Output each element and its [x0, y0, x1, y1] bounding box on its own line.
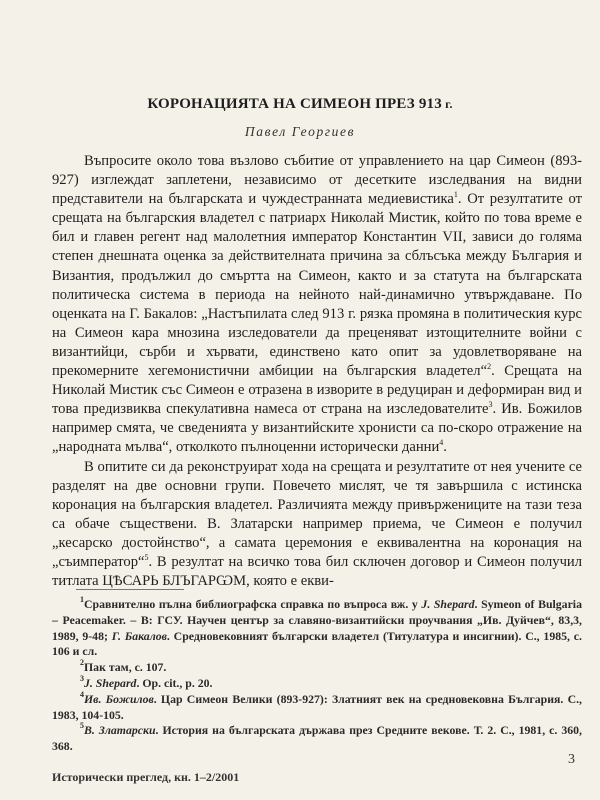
paragraph-1: Въпросите около това възлово събитие от управлението на цар Симеон (893-927) изглеждат заплетени, независимо от десетките изследвания на видни представители на българската и чуждестранната медиевистика$^1$. От резултатите от срещата на българския владетел с патриарх Николай Мистик, който по това време е бил и главен регент над малолетния император Константин VII, зависи до голяма степен днешната оценка за действителната причина за сблъсъка между България и Византия, продължил до смъртта на Симеон, както и за статута на българската политическа система в периода на нейното най-динамично утвърждаване. По оценката на Г. Бакалов: „Настъпилата след 913 г. рязка промяна в политическия курс на Симеон кара мнозина изследователи да преценяват изтощителните войни с византийци, сърби и хървати, единствено като опит за удовлетворяване на прекомерните хегемонистични амбиции на българския владетел“$^2$. Срещата на Николай Мистик със Симеон е отразена в изворите в редуциран и деформиран вид и това предизвиква спекулативна намеса от страна на изследователите$^3$. Ив. Божилов например смята, че сведенията у византийските хронисти са по-скоро отражение на „народната мълва“, отколкото пълноценни исторически данни$^4$. — [52, 153, 582, 456]
page-number: 3 — [568, 752, 575, 767]
article-title-text: КОРОНАЦИЯТА НА СИМЕОН ПРЕЗ 913 — [147, 96, 442, 112]
article-title-tail: г. — [441, 97, 453, 111]
footnote-ref-5[interactable]: 5 — [144, 552, 149, 562]
footnote-2: $^2$Пак там, с. 107. — [80, 658, 167, 675]
article-author: Павел Георгиев — [244, 124, 356, 139]
footnote-1: $^1$Сравнително пълна библиографска справка по въпроса вж. у J. Shepard. Symeon of Bulgaria – Peacemaker. – В: ГСУ. Научен център за славяно-византийски проучвания „Ив. Дуйчев“, 83,3, 1989, 9-48; Г. Бакалов. Средновековният български владетел (Титулатура и инсигнии). С., 1985, с. 106 и сл. — [52, 595, 582, 659]
paragraph-2: В опитите си да реконструират хода на срещата и резултатите от нея учените се разделят на две основни групи. Повечето мислят, че тя завършила с истинска коронация на българския владетел. Различията между привържениците на тази теза са обаче съществени. В. Златарски например приема, че Симеон е получил „кесарско достойнство“, а самата церемония е еквивалентна на коронация на „съимператор“$^5$. В резултат на всичко това бил сключен договор и Симеон получил титлата ЦѢСАРЬ БЛЪГАРѠМ, която е екви- — [52, 458, 582, 590]
footnote-ref-1[interactable]: 1 — [453, 190, 458, 200]
article-body — [52, 152, 582, 591]
footnote-divider — [76, 589, 184, 590]
footnote-ref-2[interactable]: 2 — [487, 362, 492, 372]
footnote-ref-4[interactable]: 4 — [439, 438, 444, 448]
footnote-3: $^3$J. Shepard. Op. cit., p. 20. — [80, 673, 213, 690]
journal-footer: Исторически преглед, кн. 1–2/2001 — [52, 770, 240, 784]
footnote-ref-3[interactable]: 3 — [488, 400, 493, 410]
footnotes — [52, 597, 582, 755]
footnote-4: $^4$Ив. Божилов. Цар Симеон Велики (893-927): Златният век на средновековна България. С., 1983, 104-105. — [52, 689, 582, 722]
article-title — [0, 96, 600, 113]
footnote-5: $^5$В. Златарски. История на българската държава през Средните векове. Т. 2. С., 1981, с. 360, 368. — [52, 721, 582, 754]
